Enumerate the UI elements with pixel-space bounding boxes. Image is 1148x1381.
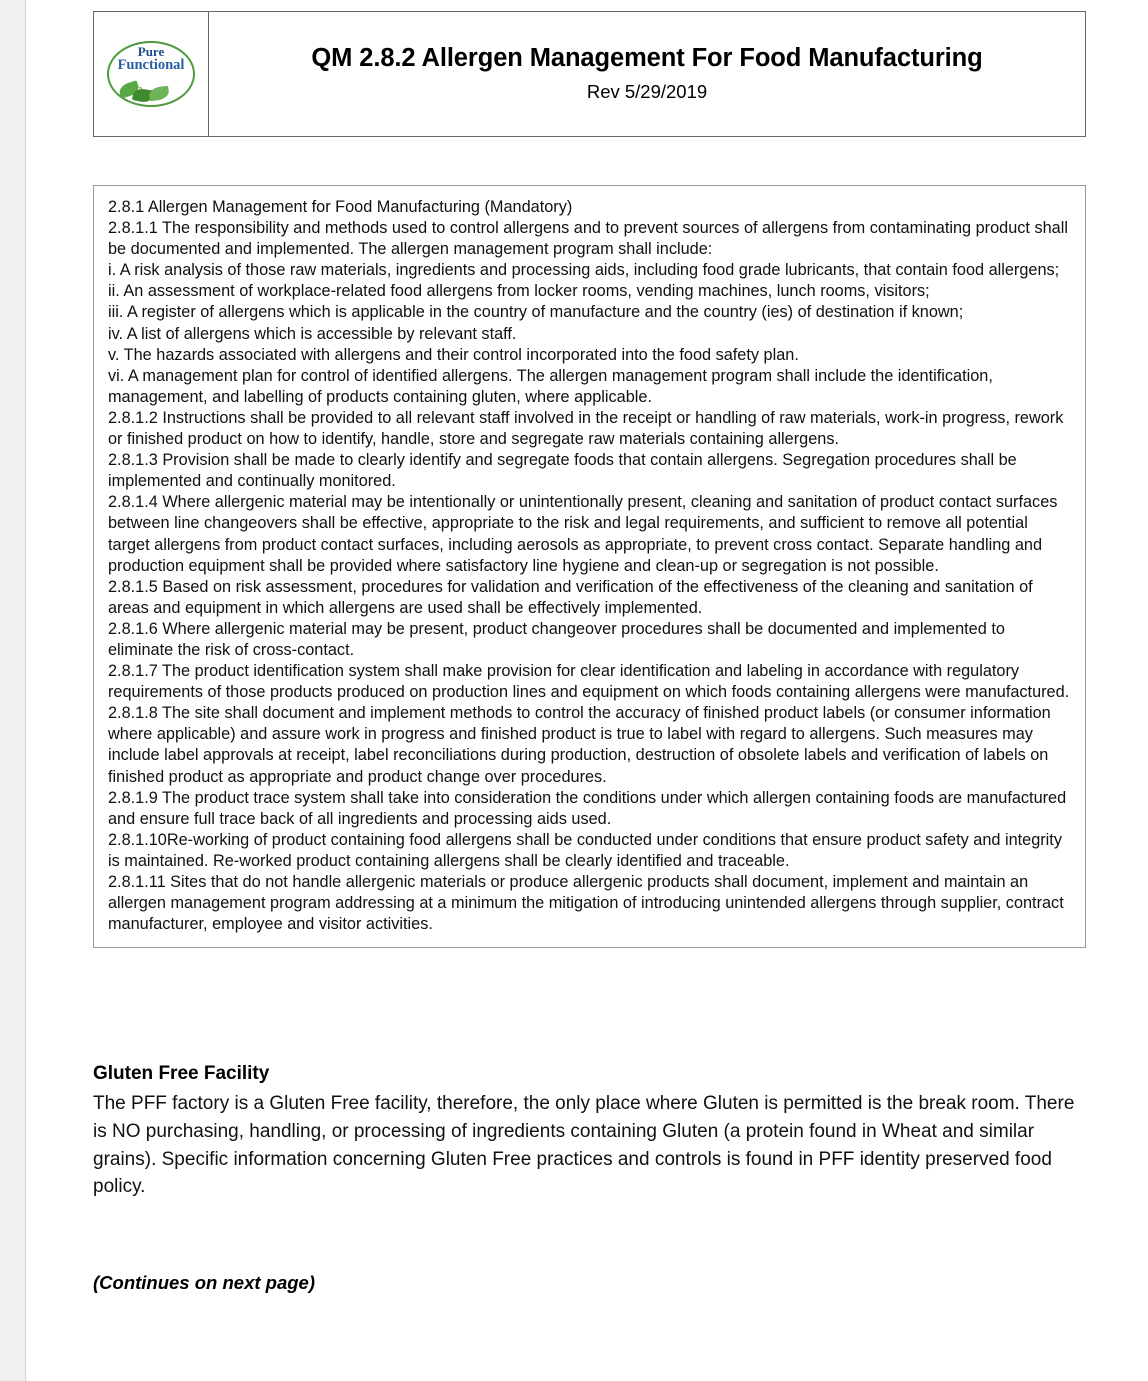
- section-body-text: The PFF factory is a Gluten Free facility, therefore, the only place where Gluten is permitted is the break room. There is NO purchasing, handling, or processing of ingredients containing Gluten (a protein found in Wheat and similar grains). Specific information concerning Gluten Free practices and controls is found in PFF identity preserved food policy.: [93, 1092, 1075, 1198]
- continues-note: (Continues on next page): [93, 1272, 315, 1293]
- clause-paragraph: 2.8.1.11 Sites that do not handle allergenic materials or produce allergenic products shall document, implement and maintain an allergen management program addressing at a minimum the mitigation of introducing unintended allergens through supplier, contract manufacturer, employee and visitor activities.: [108, 873, 1064, 934]
- logo-cell: [94, 12, 209, 136]
- clause-paragraph: ii. An assessment of workplace-related food allergens from locker rooms, vending machines, lunch rooms, visitors;: [108, 282, 930, 301]
- clause-paragraph: 2.8.1.8 The site shall document and implement methods to control the accuracy of finished product labels (or consumer information where applicable) and assure work in progress and finished product is true to label with regard to allergens. Such measures may include label approvals at receipt, label reconciliations during production, destruction of obsolete labels and verification of labels on finished product as appropriate and product change over procedures.: [108, 704, 1051, 786]
- page-left-margin-strip: [0, 0, 26, 1381]
- clause-paragraph: 2.8.1.10Re-working of product containing food allergens shall be conducted under conditions that ensure product safety and integrity is maintained. Re-worked product containing allergens shall be clearly identified and traceable.: [108, 830, 1062, 870]
- clause-paragraph: 2.8.1.1 The responsibility and methods used to control allergens and to prevent sources of allergens from contaminating product shall be documented and implemented. The allergen management program shall include:: [108, 219, 1068, 259]
- clause-paragraph: iii. A register of allergens which is applicable in the country of manufacture and the country (ies) of destination if known;: [108, 303, 964, 322]
- logo-line-1: Pure: [137, 44, 165, 59]
- clause-paragraph: iv. A list of allergens which is accessible by relevant staff.: [108, 324, 517, 343]
- clause-paragraph: vi. A management plan for control of identified allergens. The allergen management program shall include the identification, management, and labelling of products containing gluten, where applicable.: [108, 366, 993, 406]
- section-heading: Gluten Free Facility: [93, 1063, 270, 1084]
- title-cell: [209, 12, 1085, 136]
- clause-text-box: [93, 185, 1086, 948]
- gluten-free-section: [93, 1062, 1086, 1201]
- clause-paragraph: 2.8.1.5 Based on risk assessment, procedures for validation and verification of the effectiveness of the cleaning and sanitation of areas and equipment in which allergens are used shall be effectively implemented.: [108, 577, 1033, 617]
- leaf-logo-icon: [103, 37, 199, 111]
- revision-label: Rev 5/29/2019: [586, 80, 708, 102]
- clause-paragraph: i. A risk analysis of those raw materials, ingredients and processing aids, including food grade lubricants, that contain food allergens;: [108, 261, 1060, 280]
- document-page: [27, 0, 1148, 1381]
- clause-paragraph: 2.8.1.4 Where allergenic material may be intentionally or unintentionally present, cleaning and sanitation of product contact surfaces between line changeovers shall be effective, appropriate to the risk and legal requirements, and sufficient to remove all potential target allergens from product contact surfaces, including aerosols as appropriate, to prevent cross contact. Separate handling and production equipment shall be provided where satisfactory line hygiene and clean-up or segregation is not possible.: [108, 493, 1058, 575]
- page-title: QM 2.8.2 Allergen Management For Food Manufacturing: [311, 44, 983, 73]
- clause-paragraph: 2.8.1.7 The product identification system shall make provision for clear identification and labeling in accordance with regulatory requirements of those products produced on production lines and equipment on which foods containing allergens were manufactured.: [108, 662, 1070, 702]
- document-header-table: [93, 11, 1086, 137]
- clause-paragraph: 2.8.1.3 Provision shall be made to clearly identify and segregate foods that contain allergens. Segregation procedures shall be implemented and continually monitored.: [108, 451, 1017, 491]
- logo-line-2: Functional: [117, 57, 185, 74]
- clause-paragraph: v. The hazards associated with allergens and their control incorporated into the food safety plan.: [108, 345, 799, 364]
- clause-paragraph: 2.8.1 Allergen Management for Food Manufacturing (Mandatory): [108, 198, 573, 216]
- clause-paragraph: 2.8.1.9 The product trace system shall take into consideration the conditions under which allergen containing foods are manufactured and ensure full trace back of all ingredients and processing aids used.: [108, 788, 1067, 828]
- clause-paragraph: 2.8.1.6 Where allergenic material may be present, product changeover procedures shall be documented and implemented to eliminate the risk of cross-contact.: [108, 619, 1005, 659]
- clause-paragraph: 2.8.1.2 Instructions shall be provided to all relevant staff involved in the receipt or handling of raw materials, work-in progress, rework or finished product on how to identify, handle, store and segregate raw materials containing allergens.: [108, 408, 1064, 449]
